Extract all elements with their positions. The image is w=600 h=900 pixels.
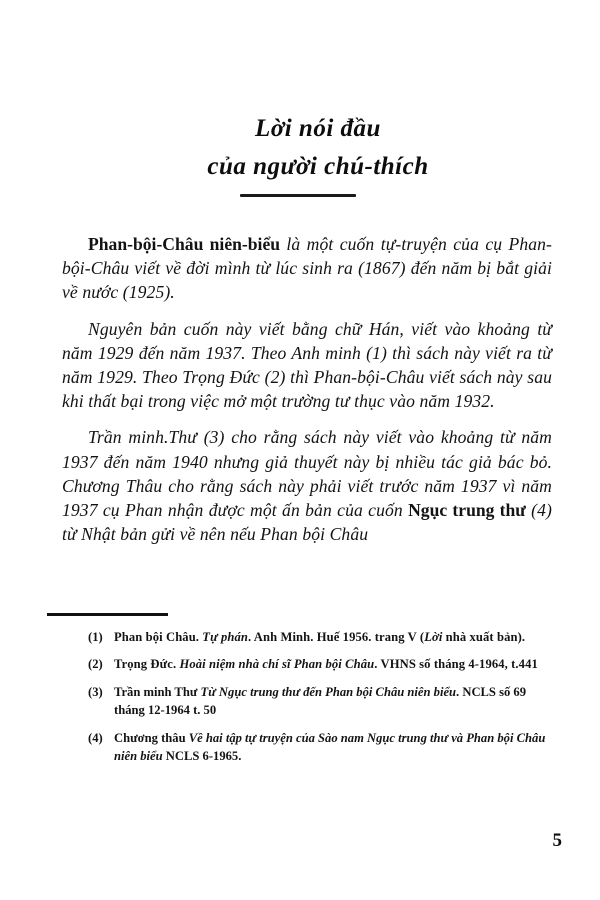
footnote-1-italic-2: Lời: [424, 630, 443, 644]
footnote-list: [88, 628, 558, 774]
footnote-1-italic-1: Tự phán: [202, 630, 248, 644]
footnote-item: [88, 683, 558, 720]
footnote-4-italic-1: Về hai tập tự truyện của Sào nam Ngục trung thư và Phan bội Châu niên biểu: [114, 730, 546, 764]
paragraph-1-text: là một cuốn tự-truyện của cụ Phan-bội-Châu viết về đời mình từ lúc sinh ra (1867) đến năm bị bắt giải về nước (1925).: [62, 234, 553, 303]
footnote-item: [88, 628, 558, 646]
footnote-2-part-2: . VHNS số tháng 4-1964, t.441: [374, 657, 538, 672]
body-text-column: [62, 232, 552, 546]
paragraph-3-inline-bold: Ngục trung thư: [408, 500, 526, 521]
footnote-item: [88, 729, 558, 766]
page-title-line-1: Lời nói đầu: [255, 115, 381, 142]
page-title-line-2: của người chú-thích: [207, 153, 429, 180]
footnote-4-part-2: NCLS 6-1965.: [162, 749, 242, 764]
footnote-3-text: [114, 683, 558, 720]
footnote-3-italic-1: Từ Ngục trung thư đến Phan bội Châu niên biểu: [200, 684, 457, 699]
paragraph-3-text: Trần minh.Thư (3) cho rằng sách này viết vào khoảng từ năm 1937 đến năm 1940 nhưng giả thuyết này bị nhiều tác giả bác bỏ. Chương Thâu cho rằng sách này phải viết trước năm 1937 vì năm 1937 cụ Phan nhận được một ấn bản của cuốn: [62, 427, 552, 521]
footnote-1-number: (1): [88, 630, 103, 644]
footnote-1-part-2: . Anh Minh. Huế 1956. trang V (: [248, 630, 425, 644]
footnote-item: [88, 655, 558, 673]
paragraph-2: [62, 317, 552, 414]
paragraph-3-tail: (4) từ Nhật bản gửi về nên nếu Phan bội Châu: [62, 500, 552, 545]
footnote-1-part-1: Phan bội Châu.: [114, 630, 203, 644]
footnote-2-text: [114, 655, 558, 673]
footnote-4-part-1: Chương thâu: [114, 730, 189, 745]
footnote-separator-rule: [47, 613, 168, 616]
paragraph-1: [62, 232, 552, 305]
footnote-3-number: (3): [88, 684, 103, 699]
footnote-4-text: [114, 729, 558, 766]
page-number: 5: [552, 830, 562, 851]
footnote-2-number: (2): [88, 657, 103, 672]
page-title: [0, 110, 600, 186]
paragraph-2-text: Nguyên bản cuốn này viết bằng chữ Hán, viết vào khoảng từ năm 1929 đến năm 1937. Theo Anh minh (1) thì sách này viết ra từ năm 1929. Theo Trọng Đức (2) thì Phan-bội-Châu viết sách này sau khi thất bại trong việc mở một trường tư thục vào năm 1932.: [62, 318, 552, 412]
footnote-2-italic-1: Hoài niệm nhà chí sĩ Phan bội Châu: [179, 657, 375, 672]
footnote-1-part-3: nhà xuất bản).: [442, 630, 526, 644]
footnote-1-text: [114, 628, 558, 646]
title-underline-rule: [240, 194, 356, 197]
footnote-3-part-2: . NCLS số 69 tháng 12-1964 t. 50: [114, 684, 527, 718]
paragraph-1-lead-bold: Phan-bội-Châu niên-biểu: [88, 234, 281, 254]
paragraph-3: [62, 425, 552, 546]
footnote-2-part-1: Trọng Đức.: [114, 657, 180, 672]
footnote-3-part-1: Trần minh Thư: [114, 684, 201, 699]
footnote-4-number: (4): [88, 730, 103, 745]
